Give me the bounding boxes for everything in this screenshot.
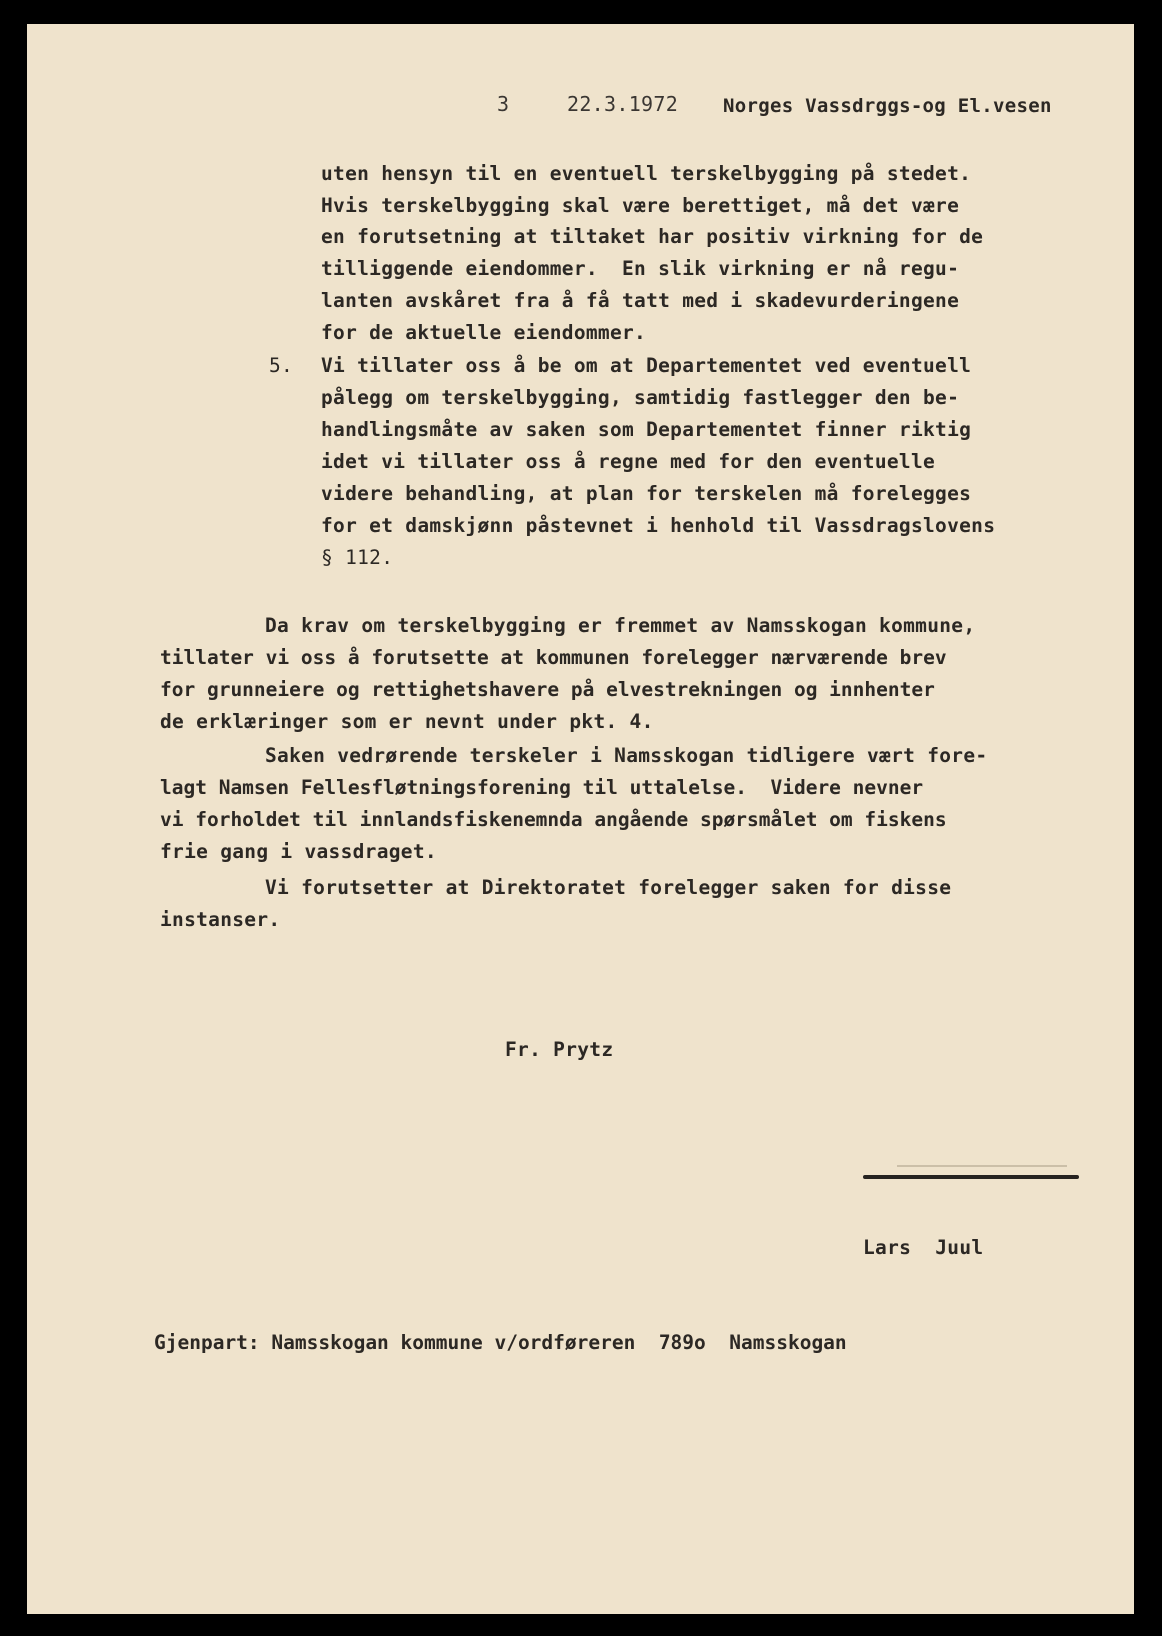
body-line: de erklæringer som er nevnt under pkt. 4.	[160, 710, 654, 733]
body-line: lagt Namsen Fellesfløtningsforening til uttalelse. Videre nevner	[160, 776, 924, 799]
body-line: for et damskjønn påstevnet i henhold til Vassdragslovens	[321, 514, 996, 537]
body-line: uten hensyn til en eventuell terskelbygging på stedet.	[321, 162, 972, 185]
item-number: 5.	[269, 354, 294, 377]
body-line: idet vi tillater oss å regne med for den eventuelle	[321, 450, 936, 473]
body-line: instanser.	[160, 908, 281, 931]
body-line: tillater vi oss å forutsette at kommunen forelegger nærværende brev	[160, 646, 947, 669]
document-date: 22.3.1972	[567, 92, 679, 116]
page-number: 3	[497, 92, 510, 116]
body-line: en forutsetning at tiltaket har positiv virkning for de	[321, 225, 984, 248]
body-line: Vi tillater oss å be om at Departementet ved eventuell	[321, 354, 972, 377]
body-line: vi forholdet til innlandsfiskenemnda angående spørsmålet om fiskens	[160, 808, 947, 831]
document-page	[27, 24, 1134, 1614]
body-line: Vi forutsetter at Direktoratet forelegger saken for disse	[265, 876, 952, 899]
body-line: pålegg om terskelbygging, samtidig fastlegger den be-	[321, 386, 960, 409]
body-line: frie gang i vassdraget.	[160, 840, 437, 863]
body-line: § 112.	[321, 546, 394, 569]
body-line: for de aktuelle eiendommer.	[321, 321, 647, 344]
signature-juul: Lars Juul	[863, 1236, 984, 1259]
body-line: Da krav om terskelbygging er fremmet av Namsskogan kommune,	[265, 614, 976, 637]
recipient-header: Norges Vassdrggs-og El.vesen	[723, 95, 1052, 117]
body-line: lanten avskåret fra å få tatt med i skadevurderingene	[321, 289, 960, 312]
body-line: Saken vedrørende terskeler i Namsskogan tidligere vært fore-	[265, 744, 988, 767]
signature-scribble	[897, 1165, 1067, 1167]
body-line: videre behandling, at plan for terskelen må forelegges	[321, 482, 972, 505]
signature-prytz: Fr. Prytz	[505, 1038, 614, 1061]
body-line: tilliggende eiendommer. En slik virkning er nå regu-	[321, 257, 960, 280]
body-line: Hvis terskelbygging skal være berettiget, må det være	[321, 194, 960, 217]
signature-line	[863, 1175, 1079, 1179]
body-line: for grunneiere og rettighetshavere på elvestrekningen og innhenter	[160, 678, 935, 701]
body-line: handlingsmåte av saken som Departementet finner riktig	[321, 418, 972, 441]
copy-recipient-line: Gjenpart: Namsskogan kommune v/ordføreren 789o Namsskogan	[154, 1331, 847, 1354]
